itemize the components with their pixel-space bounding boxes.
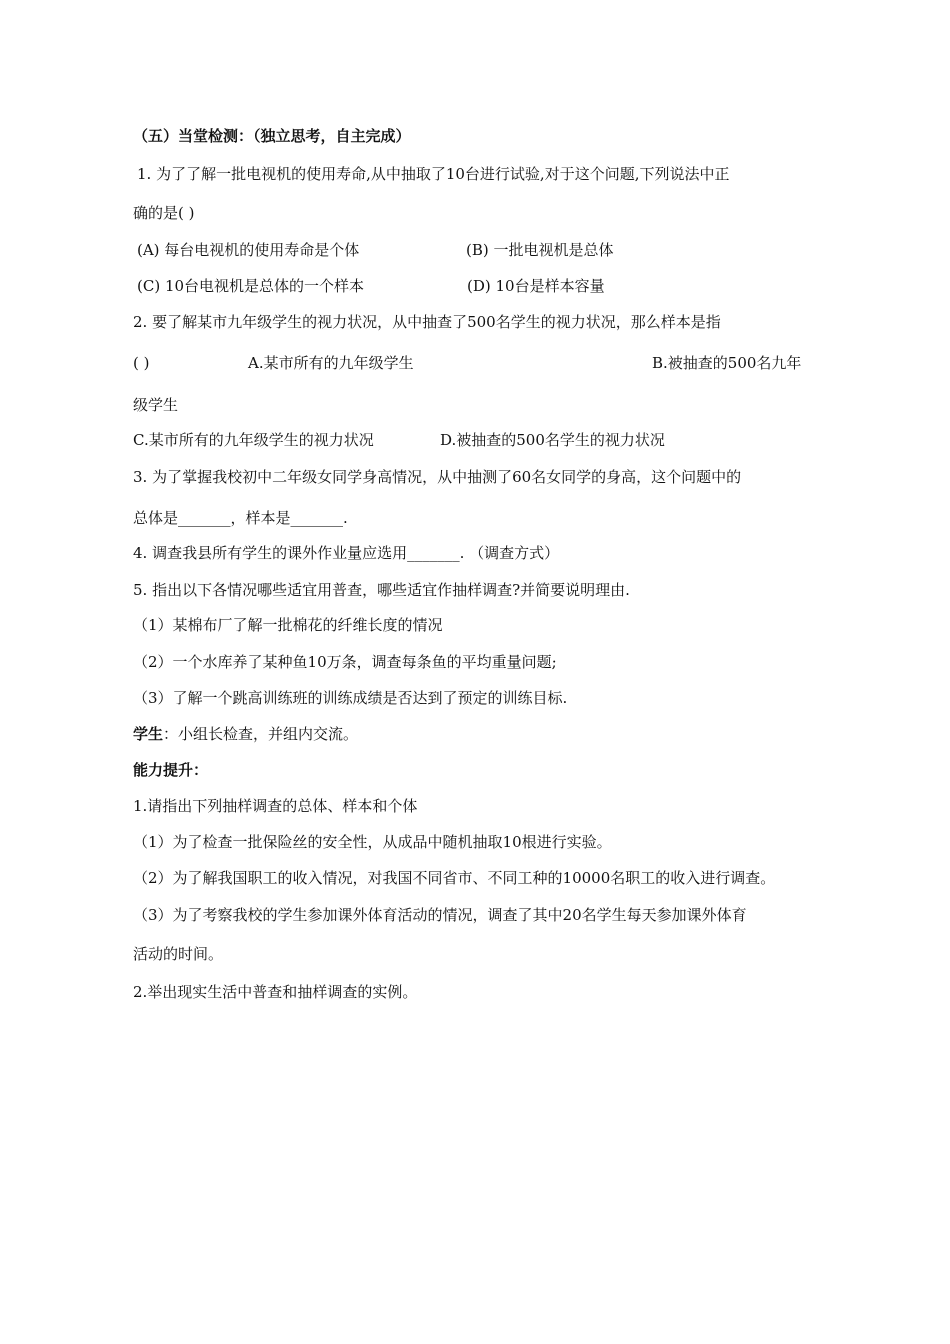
q5-item: （3）了解一个跳高训练班的训练成绩是否达到了预定的训练目标. bbox=[133, 689, 568, 707]
q2-option-c: C.某市所有的九年级学生的视力状况 bbox=[133, 431, 374, 449]
ability-item: （2）为了解我国职工的收入情况，对我国不同省市、不同工种的10000名职工的收入进行调查。 bbox=[133, 869, 776, 887]
q1-stem-line1: 1. 为了了解一批电视机的使用寿命,从中抽取了10台进行试验,对于这个问题,下列说法中正 bbox=[137, 165, 730, 183]
q1-option-d: (D) 10台是样本容量 bbox=[467, 277, 605, 295]
ability-item-cont: 活动的时间。 bbox=[133, 945, 224, 963]
q5-item: （2）一个水库养了某种鱼10万条，调查每条鱼的平均重量问题; bbox=[133, 653, 557, 671]
ability-item: （3）为了考察我校的学生参加课外体育活动的情况，调查了其中20名学生每天参加课外体育 bbox=[133, 906, 747, 924]
q2-option-b: B.被抽查的500名九年 bbox=[652, 354, 802, 372]
q2-option-d: D.被抽查的500名学生的视力状况 bbox=[440, 431, 665, 449]
q2-stem: 2. 要了解某市九年级学生的视力状况，从中抽查了500名学生的视力状况，那么样本是指 bbox=[133, 313, 721, 331]
q1-stem-line2: 确的是( ) bbox=[133, 204, 195, 222]
ability-item: （1）为了检查一批保险丝的安全性，从成品中随机抽取10根进行实验。 bbox=[133, 833, 612, 851]
q5-item: （1）某棉布厂了解一批棉花的纤维长度的情况 bbox=[133, 616, 443, 634]
q2-option-a: A.某市所有的九年级学生 bbox=[248, 354, 414, 372]
student-note bbox=[133, 724, 358, 744]
q3-stem: 3. 为了掌握我校初中二年级女同学身高情况，从中抽测了60名女同学的身高，这个问题中的 bbox=[133, 468, 742, 486]
section-title: （五）当堂检测：（独立思考，自主完成） bbox=[133, 127, 411, 145]
student-text: ：小组长检查，并组内交流。 bbox=[163, 725, 359, 743]
q2-option-b-cont: 级学生 bbox=[133, 396, 179, 414]
ability-title: 能力提升： bbox=[133, 761, 209, 779]
ability-q1: 1.请指出下列抽样调查的总体、样本和个体 bbox=[133, 797, 418, 815]
student-label: 学生 bbox=[133, 725, 164, 743]
q1-option-b: (B) 一批电视机是总体 bbox=[466, 241, 614, 259]
q1-option-c: (C) 10台电视机是总体的一个样本 bbox=[137, 277, 365, 295]
q2-answer-paren: ( ) bbox=[133, 354, 150, 372]
ability-q2: 2.举出现实生活中普查和抽样调查的实例。 bbox=[133, 983, 418, 1001]
q5-stem: 5. 指出以下各情况哪些适宜用普查，哪些适宜作抽样调查?并简要说明理由. bbox=[133, 581, 630, 599]
q3-blanks: 总体是_______，样本是_______. bbox=[133, 509, 348, 527]
q4-stem: 4. 调查我县所有学生的课外作业量应选用_______. （调查方式） bbox=[133, 544, 560, 562]
q1-option-a: (A) 每台电视机的使用寿命是个体 bbox=[137, 241, 360, 259]
